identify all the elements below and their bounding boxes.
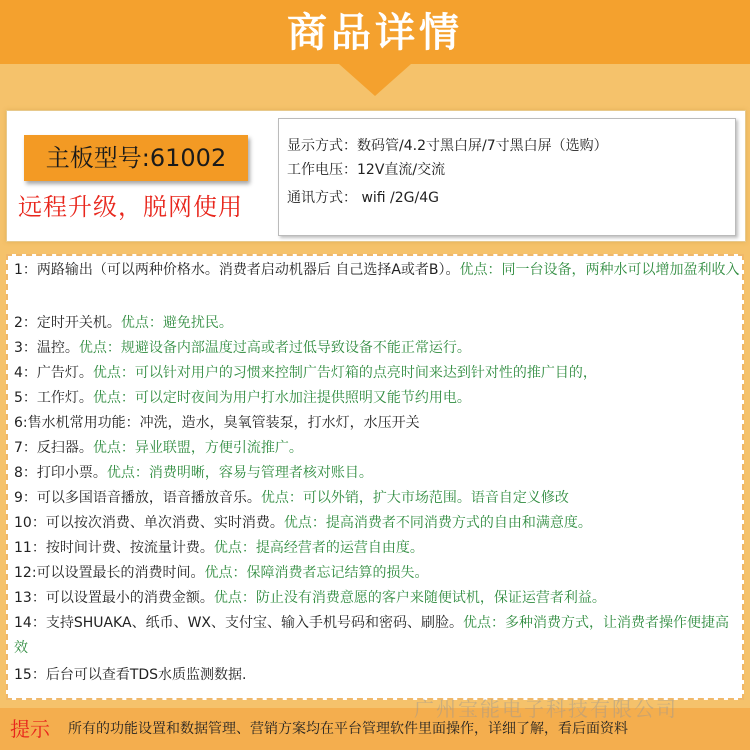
feature-item-2: 2：定时开关机。优点：避免扰民。 [14,315,233,331]
spec-box [278,118,736,236]
feature-item-14: 14：支持SHUAKA、纸币、WX、支付宝、输入手机号码和密码、刷脸。优点：多种消费方式，让消费者操作便捷高效 [14,615,729,656]
header-arrow [339,64,411,96]
tip-text: 所有的功能设置和数据管理、营销方案均在平台管理软件里面操作，详细了解，看后面资料 [68,721,628,737]
slogan-text: 远程升级，脱网使用 [18,193,243,221]
feature-item-12: 12:可以设置最长的消费时间。优点：保障消费者忘记结算的损失。 [14,565,429,581]
feature-item-7: 7：反扫器。优点：异业联盟，方便引流推广。 [14,440,303,456]
feature-item-13: 13：可以设置最小的消费金额。优点：防止没有消费意愿的客户来随便试机，保证运营者利益。 [14,590,606,606]
feature-item-8: 8：打印小票。优点：消费明晰，容易与管理者核对账目。 [14,465,373,481]
company-watermark: 广州宝能电子科技有限公司 [414,697,678,721]
page-title: 商品详情 [287,10,463,56]
feature-item-11: 11：按时间计费、按流量计费。优点：提高经营者的运营自由度。 [14,540,424,556]
header-banner [0,0,750,64]
feature-item-9: 9：可以多国语音播放，语音播放音乐。优点：可以外销，扩大市场范围。语音自定义修改 [14,490,569,506]
feature-item-4: 4：广告灯。优点：可以针对用户的习惯来控制广告灯箱的点亮时间来达到针对性的推广目的， [14,365,597,381]
model-badge [24,135,248,181]
spec-voltage: 工作电压：12V直流/交流 [287,162,446,178]
feature-item-6: 6:售水机常用功能：冲洗，造水，臭氧管装泵，打水灯，水压开关 [14,415,420,431]
model-label: 主板型号:61002 [45,144,227,172]
feature-item-10: 10：可以按次消费、单次消费、实时消费。优点：提高消费者不同消费方式的自由和满意度。 [14,515,592,531]
feature-item-15: 15：后台可以查看TDS水质监测数据. [14,667,247,683]
tip-label: 提示 [10,717,50,741]
feature-item-5: 5：工作灯。优点：可以定时夜间为用户打水加注提供照明又能节约用电。 [14,390,471,406]
spec-display: 显示方式：数码管/4.2寸黑白屏/7寸黑白屏（选购） [287,138,608,154]
feature-item-1: 1：两路输出（可以两种价格水。消费者启动机器后 自己选择A或者B）。优点：同一台设备，两种水可以增加盈利收入 [14,262,740,278]
feature-item-3: 3：温控。优点：规避设备内部温度过高或者过低导致设备不能正常运行。 [14,340,471,356]
spec-communication: 通讯方式： wifi /2G/4G [287,190,440,206]
features-list [6,254,744,700]
